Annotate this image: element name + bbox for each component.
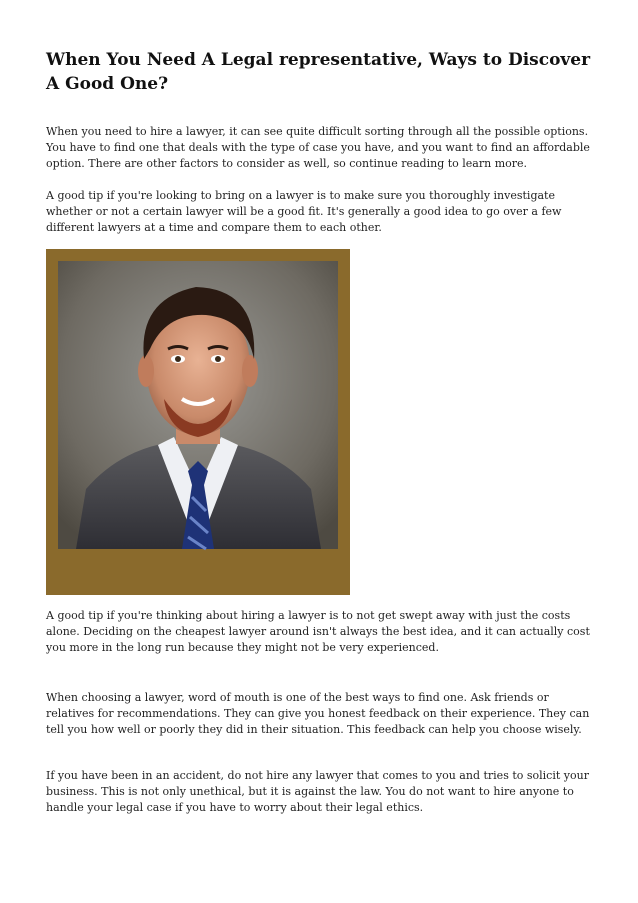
paragraph-cost-tip: A good tip if you're thinking about hiring a lawyer is to not get swept away with just the costs alone. Deciding on the cheapest lawyer around isn't always the best idea, and it can actually cost you more in the long run because they might not be very experienced.	[46, 609, 590, 654]
paragraph-word-of-mouth: When choosing a lawyer, word of mouth is one of the best ways to find one. Ask friends or relatives for recommendations. They can give you honest feedback on their experience. They can tell you how well or poorly they did in their situation. This feedback can help you choose wisely.	[46, 691, 590, 736]
lawyer-portrait-photo	[46, 249, 350, 595]
paragraph-intro: When you need to hire a lawyer, it can see quite difficult sorting through all the possible options. You have to find one that deals with the type of case you have, and you want to find an affordable option. There are other factors to consider as well, so continue reading to learn more.	[46, 125, 590, 170]
paragraph-accident-warning: If you have been in an accident, do not hire any lawyer that comes to you and tries to solicit your business. This is not only unethical, but it is against the law. You do not want to hire anyone to handle your legal case if you have to worry about their legal ethics.	[46, 769, 589, 814]
portrait-illustration	[46, 249, 350, 595]
article-title: When You Need A Legal representative, Ways to Discover A Good One?	[46, 50, 591, 94]
paragraph-investigate-tip: A good tip if you're looking to bring on a lawyer is to make sure you thoroughly investigate whether or not a certain lawyer will be a good fit. It's generally a good idea to go over a few different lawyers at a time and compare them to each other.	[46, 189, 562, 234]
